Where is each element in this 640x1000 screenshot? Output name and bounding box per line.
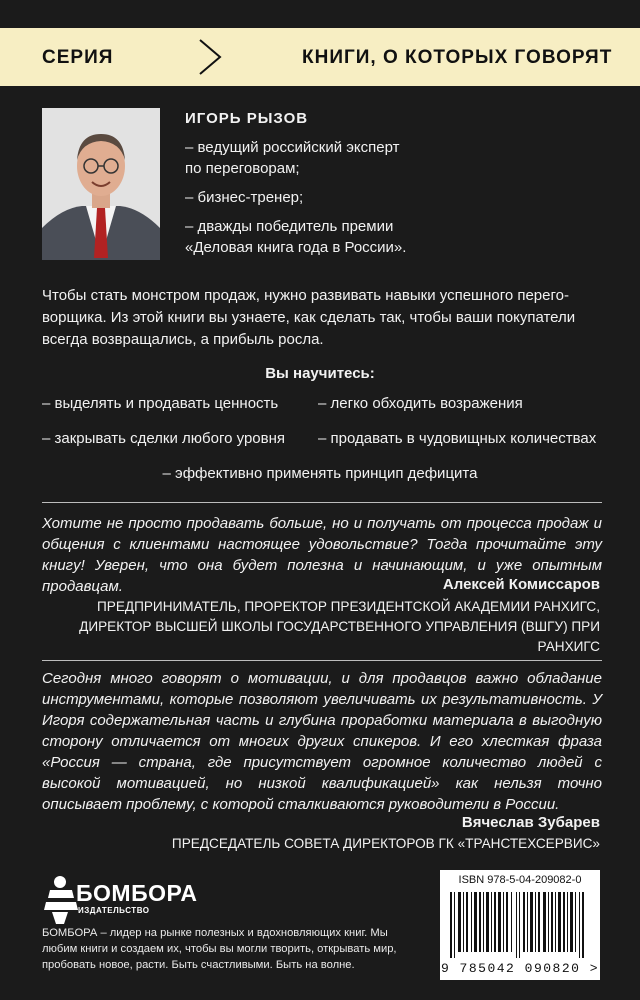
learn-item: – закрывать сделки любого уровня: [42, 430, 286, 447]
author-name: ИГОРЬ РЫЗОВ: [185, 110, 309, 127]
publisher-name: БОМБОРА: [76, 880, 198, 906]
author-bullet: – дважды победитель премии «Деловая книга года в России».: [185, 218, 407, 256]
quote-author: Алексей Комиссаров: [442, 576, 600, 593]
author-info: [185, 108, 605, 266]
series-label: СЕРИЯ: [42, 47, 114, 68]
isbn-label: ISBN 978-5-04-209082-0: [458, 874, 582, 886]
quote-text: Сегодня много говорят о мотивации, и для продавцов важно обладание инструментами, которые позволяют увеличивать их результативность. У Игоря содержательная часть и глубина проработки материала в выгодную сторону отличается от многих других спикеров. И его хлесткая фраза «Россия — страна, где присутствует огромное количество людей с высокой мотивацией, но низкой квалификацией» как нельзя точно описывает проблему, с которой сталкиваются руководители в России.: [42, 670, 602, 813]
quote-author: Вячеслав Зубарев: [461, 814, 600, 831]
author-bullet: – ведущий российский эксперт по переговорам;: [185, 139, 400, 177]
publisher-about: БОМБОРА – лидер на рынке полезных и вдохновляющих книг. Мы любим книги и создаем их, чтобы вы могли творить, открывать мир, пробовать новое, расти. Быть счастливыми. Быть на волне.: [42, 927, 397, 971]
author-bullet: – бизнес-тренер;: [185, 189, 304, 206]
quote-author-role: ПРЕДСЕДАТЕЛЬ СОВЕТА ДИРЕКТОРОВ ГК «ТРАНСТЕХСЕРВИС»: [171, 836, 600, 851]
series-banner: [0, 28, 640, 86]
barcode: [440, 870, 600, 980]
quote-author-role: ПРЕДПРИНИМАТЕЛЬ, ПРОРЕКТОР ПРЕЗИДЕНТСКОЙ АКАДЕМИИ РАНХИГС, ДИРЕКТОР ВЫСШЕЙ ШКОЛЫ ГОСУДАРСТВЕННОГО УПРАВЛЕНИЯ (ВШГУ) ПРИ РАНХИГС: [79, 599, 600, 654]
author-photo: [42, 108, 160, 260]
series-title: КНИГИ, О КОТОРЫХ ГОВОРЯТ: [302, 47, 613, 68]
publisher-subtitle: ИЗДАТЕЛЬСТВО: [78, 906, 150, 915]
learn-item: – легко обходить возражения: [318, 395, 523, 412]
learn-item: – продавать в чудовищных количествах: [318, 430, 597, 447]
barcode-digits: 9 785042 090820 >: [440, 961, 600, 976]
quote-text: Хотите не просто продавать больше, но и получать от процесса продаж и общения с клиентами настоящее удовольствие? Тогда прочитайте эту книгу! Уверен, что она будет полезна и начинающим, и уже опытным продавцам.: [42, 515, 602, 595]
divider: [42, 502, 602, 503]
divider: [42, 660, 602, 661]
book-description: Чтобы стать монстром продаж, нужно развивать навыки успешного перего-ворщика. Из этой книги вы узнаете, как сделать так, чтобы ваши покупатели всегда возвращались, а прибыль росла.: [42, 287, 576, 348]
learn-heading: Вы научитесь:: [265, 365, 375, 382]
chevron-right-icon: [190, 36, 230, 78]
learn-item: – выделять и продавать ценность: [42, 395, 279, 412]
barcode-bars: [450, 892, 590, 958]
learn-item: – эффективно применять принцип дефицита: [162, 465, 478, 482]
